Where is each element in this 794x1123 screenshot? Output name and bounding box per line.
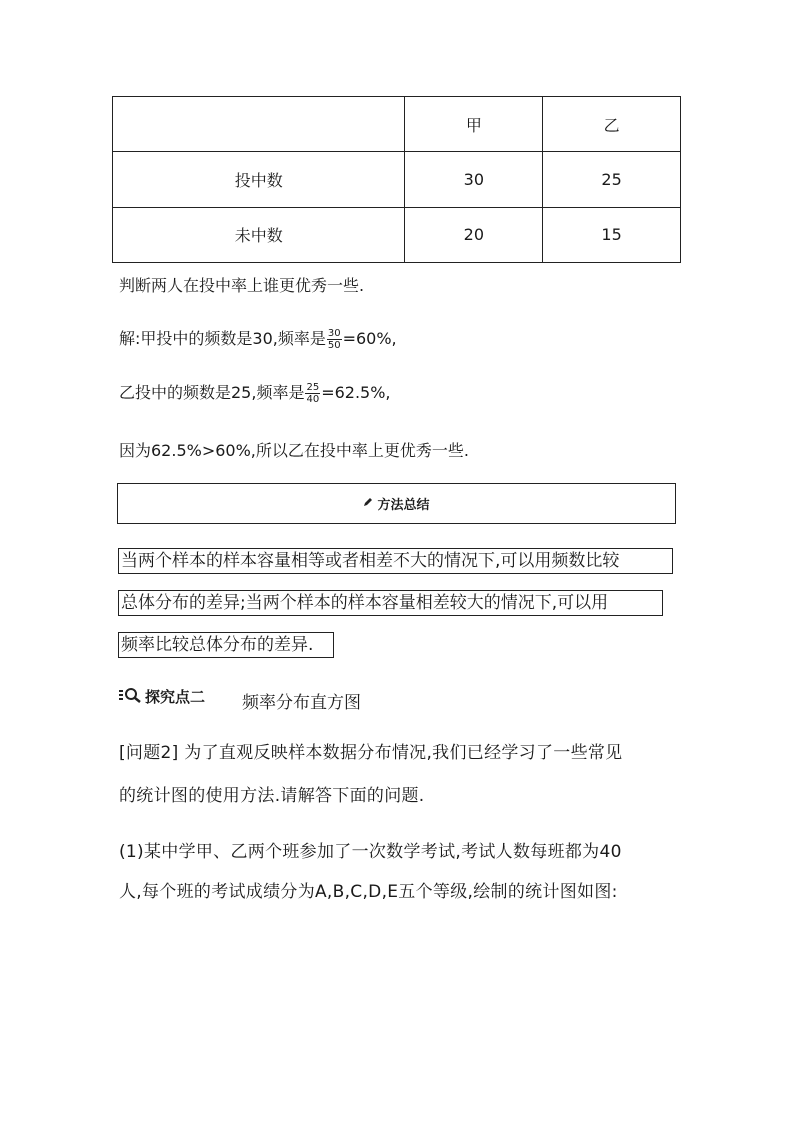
method-summary-line-1: 当两个样本的样本容量相等或者相差不大的情况下,可以用频数比较 [118, 548, 673, 574]
solution-line-1-prefix: 解:甲投中的频数是30,频率是 [119, 329, 326, 348]
problem-line-4: 人,每个班的考试成绩分为A,B,C,D,E五个等级,绘制的统计图如图: [119, 882, 618, 902]
table-row [113, 152, 681, 207]
fraction-numerator: 30 [327, 328, 341, 339]
section-label: 探究点二 [145, 688, 206, 706]
method-summary-header [117, 483, 676, 524]
solution-line-2-suffix: =62.5%, [321, 383, 391, 402]
row-value-yi: 15 [543, 207, 681, 262]
problem-line-2: 的统计图的使用方法.请解答下面的问题. [119, 786, 425, 806]
header-cell-blank [113, 97, 405, 152]
section-title: 频率分布直方图 [242, 693, 361, 713]
row-label: 未中数 [113, 207, 405, 262]
pen-icon [363, 497, 373, 510]
header-cell-jia: 甲 [405, 97, 543, 152]
problem-line-1: [问题2] 为了直观反映样本数据分布情况,我们已经学习了一些常见 [119, 743, 623, 763]
solution-line-2-prefix: 乙投中的频数是25,频率是 [119, 383, 305, 402]
method-summary-title: 方法总结 [377, 498, 430, 513]
table-row [113, 207, 681, 262]
fraction-numerator: 25 [306, 382, 320, 393]
row-value-jia: 30 [405, 152, 543, 207]
row-value-yi: 25 [543, 152, 681, 207]
question-line: 判断两人在投中率上谁更优秀一些. [119, 276, 365, 295]
solution-line-1 [119, 328, 397, 351]
header-cell-yi: 乙 [543, 97, 681, 152]
magnifier-icon [119, 687, 143, 707]
method-summary-line-3: 频率比较总体分布的差异. [118, 632, 334, 658]
row-value-jia: 20 [405, 207, 543, 262]
problem-line-3: (1)某中学甲、乙两个班参加了一次数学考试,考试人数每班都为40 [119, 842, 622, 862]
row-label: 投中数 [113, 152, 405, 207]
method-summary-line-2: 总体分布的差异;当两个样本的样本容量相差较大的情况下,可以用 [118, 590, 663, 616]
solution-line-2 [119, 382, 391, 405]
fraction-denominator: 50 [327, 340, 341, 351]
section-heading [119, 686, 205, 707]
fraction-denominator: 40 [306, 394, 320, 405]
fraction-25-40 [305, 382, 320, 405]
fraction-30-50 [327, 328, 342, 351]
solution-line-3: 因为62.5%>60%,所以乙在投中率上更优秀一些. [119, 441, 469, 460]
solution-line-1-suffix: =60%, [342, 329, 397, 348]
table-header-row [113, 97, 681, 152]
shooting-stats-table [112, 96, 681, 263]
